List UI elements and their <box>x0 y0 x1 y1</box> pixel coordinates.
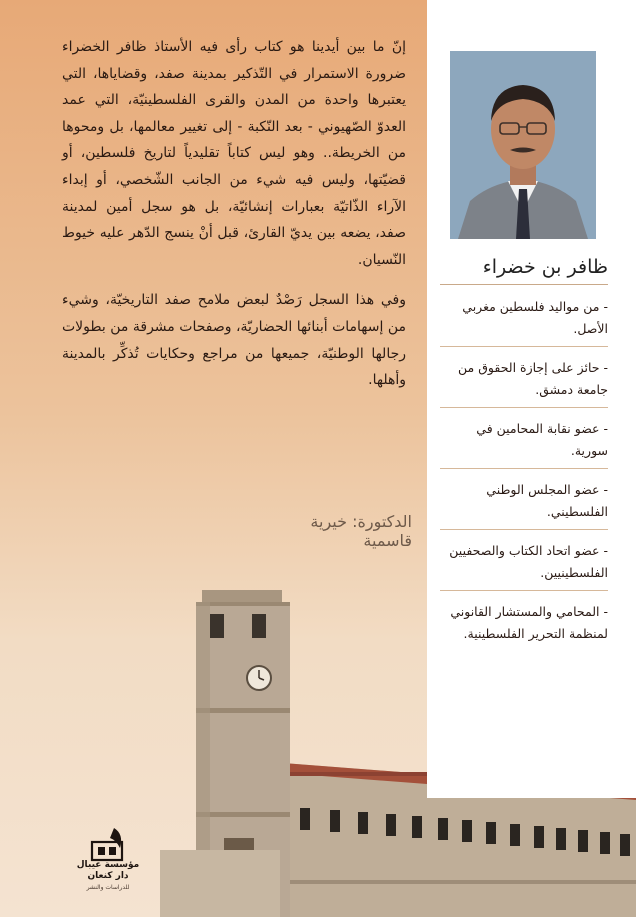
bio-item-origin: - من مواليد فلسطين مغربي الأصل. <box>440 296 608 347</box>
bio-item-law-degree: - حائز على إجازة الحقوق من جامعة دمشق. <box>440 357 608 408</box>
publisher-line-3: للدراسات والنشر <box>86 884 130 891</box>
publisher-line-1: مؤسسة عيبال <box>76 860 140 870</box>
back-cover-text <box>62 34 406 394</box>
bio-item-bar-association: - عضو نقابة المحامين في سورية. <box>440 418 608 469</box>
bio-item-plo-counsel: - المحامي والمستشار القانوني لمنظمة التحرير الفلسطينية. <box>450 604 608 641</box>
blurb-paragraph-2: وفي هذا السجل رَصْدٌ لبعض ملامح صفد التاريخيّة، وشيء من إسهامات أبنائها الحضاريّة، وصفحات مشرقة من بطولات رجالها الوطنيّة، جميعها من مراجع وحكايات تُذكِّر بالمدينة وأهلها. <box>62 292 406 389</box>
bio-item-national-council: - عضو المجلس الوطني الفلسطيني. <box>440 479 608 530</box>
author-bio-list <box>440 296 608 661</box>
bio-item-writers-union: - عضو اتحاد الكتاب والصحفيين الفلسطينيين. <box>440 540 608 591</box>
author-portrait <box>450 51 596 239</box>
blurb-paragraph-1: إنّ ما بين أيدينا هو كتاب رأى فيه الأستاذ ظافر الخضراء ضرورة الاستمرار في التّذكير بمدينة صفد، وقضاياها، التي يعتبرها واحدة من المدن والقرى الفلسطينيّة، التي عمد العدوّ الصّهيوني - بعد النّكبة - إلى تغيير معالمها، بل ومحوها من الخريطة.. وهو ليس كتاباً تقليدياً لتاريخ فلسطين، أو قضيّتها، وليس فيه شيء من الجانب الشّخصي، أو إبداء الآراء الذّاتيّة بعبارات إنشائيّة، بل هو سجل أمين لمدينة صفد، يضعه بين يديّ القارئ، قبل أنْ ينسج الدّهر عليه خيوط النّسيان. <box>62 39 406 268</box>
author-name: ظافر بن خضراء <box>482 256 608 278</box>
blurb-signature: الدكتورة: خيرية قاسمية <box>310 512 412 550</box>
publisher-line-2: دار كنعان <box>87 871 129 881</box>
author-name-divider <box>440 284 608 285</box>
publisher-name <box>70 860 146 893</box>
